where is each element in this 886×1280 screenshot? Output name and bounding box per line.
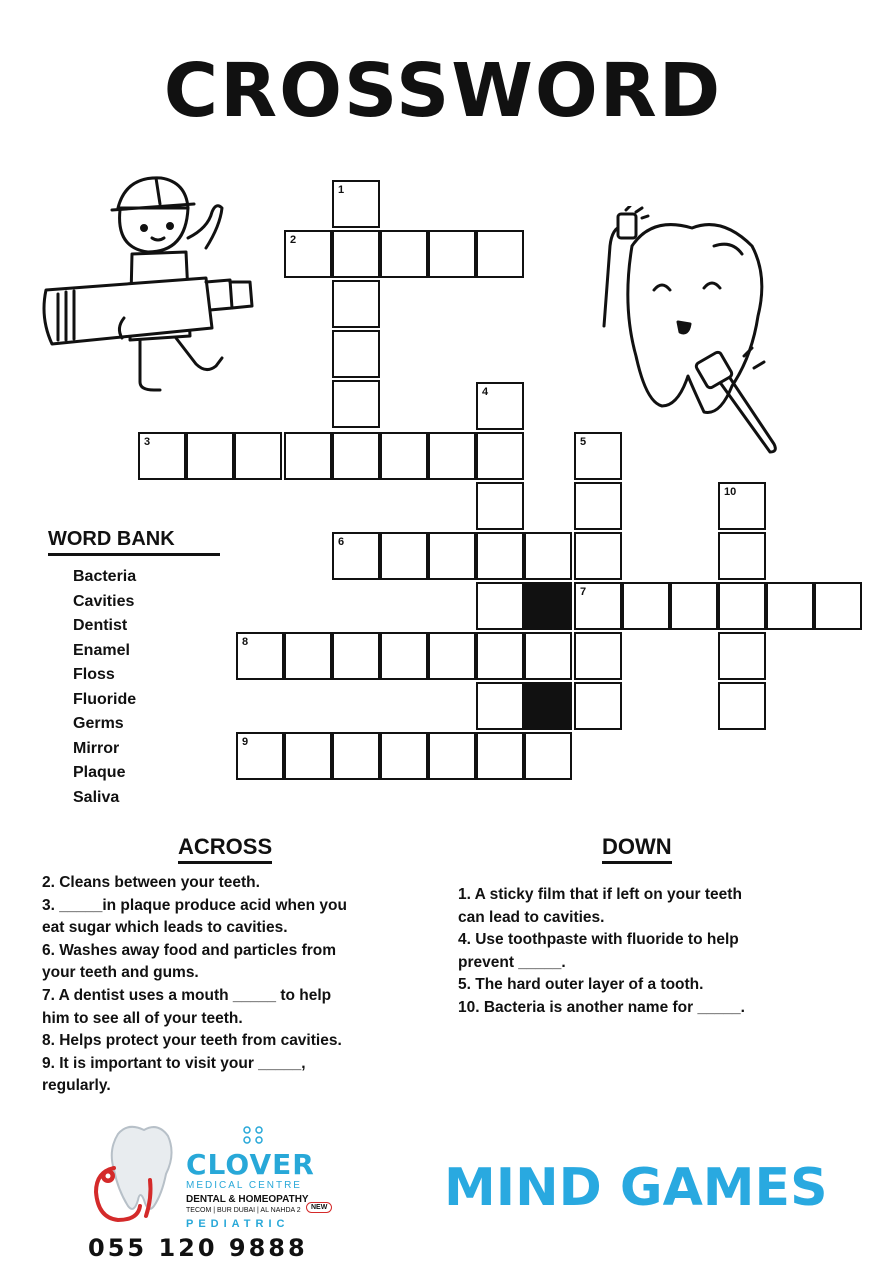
clue-line: 5. The hard outer layer of a tooth. (458, 976, 704, 994)
down-heading: DOWN (602, 834, 672, 864)
clue-number-5: 5 (580, 436, 587, 448)
clue-number-10: 10 (724, 486, 737, 498)
grid-cell[interactable] (428, 432, 476, 480)
clue-line: eat sugar which leads to cavities. (42, 919, 288, 937)
word-bank-list (73, 565, 136, 810)
clue-line: prevent _____. (458, 953, 566, 971)
grid-cell[interactable] (670, 582, 718, 630)
grid-cell[interactable] (622, 582, 670, 630)
blocked-cell (524, 682, 572, 730)
grid-cell[interactable] (332, 280, 380, 328)
grid-cell[interactable] (138, 432, 186, 480)
grid-cell[interactable] (476, 230, 524, 278)
new-badge: NEW (306, 1202, 332, 1213)
grid-cell[interactable] (236, 632, 284, 680)
grid-cell[interactable] (428, 732, 476, 780)
clover-leaf-icon (240, 1124, 266, 1146)
grid-cell[interactable] (718, 532, 766, 580)
grid-cell[interactable] (574, 682, 622, 730)
clue-line: 2. Cleans between your teeth. (42, 874, 260, 891)
grid-cell[interactable] (428, 532, 476, 580)
mind-games-title: MIND GAMES (444, 1158, 828, 1218)
clue-line: 3. _____in plaque produce acid when you (42, 896, 347, 914)
clue-number-8: 8 (242, 636, 249, 648)
clue-line: 10. Bacteria is another name for _____. (458, 998, 745, 1016)
grid-cell[interactable] (332, 532, 380, 580)
clue-number-1: 1 (338, 184, 345, 196)
grid-cell[interactable] (284, 732, 332, 780)
grid-cell[interactable] (284, 432, 332, 480)
grid-cell[interactable] (186, 432, 234, 480)
grid-cell[interactable] (380, 632, 428, 680)
grid-cell[interactable] (332, 330, 380, 378)
word-bank-item: Bacteria (73, 568, 137, 585)
grid-cell[interactable] (476, 582, 524, 630)
grid-cell[interactable] (718, 482, 766, 530)
clue-line: can lead to cavities. (458, 908, 605, 926)
word-bank-item: Enamel (73, 641, 130, 659)
grid-cell[interactable] (332, 432, 380, 480)
grid-cell[interactable] (814, 582, 862, 630)
grid-cell[interactable] (284, 230, 332, 278)
clue-line: 7. A dentist uses a mouth _____ to help (42, 986, 332, 1004)
grid-cell[interactable] (476, 432, 524, 480)
tooth-stethoscope-logo (88, 1120, 188, 1240)
clue-line: him to see all of your teeth. (42, 1009, 243, 1027)
grid-cell[interactable] (574, 432, 622, 480)
grid-cell[interactable] (332, 230, 380, 278)
grid-cell[interactable] (574, 582, 622, 630)
blocked-cell (524, 582, 572, 630)
grid-cell[interactable] (476, 632, 524, 680)
grid-cell[interactable] (476, 682, 524, 730)
phone-number: 055 120 9888 (88, 1234, 308, 1262)
word-bank-item: Mirror (73, 739, 120, 757)
page-title: CROSSWORD (163, 48, 723, 134)
grid-cell[interactable] (332, 380, 380, 428)
word-bank-title: WORD BANK (48, 528, 220, 556)
grid-cell[interactable] (428, 632, 476, 680)
grid-cell[interactable] (428, 230, 476, 278)
grid-cell[interactable] (718, 632, 766, 680)
clue-number-9: 9 (242, 736, 249, 748)
grid-cell[interactable] (234, 432, 282, 480)
grid-cell[interactable] (236, 732, 284, 780)
grid-cell[interactable] (380, 532, 428, 580)
grid-cell[interactable] (476, 732, 524, 780)
grid-cell[interactable] (718, 682, 766, 730)
grid-cell[interactable] (380, 230, 428, 278)
grid-cell[interactable] (332, 732, 380, 780)
clue-line: regularly. (42, 1077, 111, 1095)
clue-line: 4. Use toothpaste with fluoride to help (458, 931, 739, 949)
grid-cell[interactable] (380, 732, 428, 780)
grid-cell[interactable] (766, 582, 814, 630)
clue-number-7: 7 (580, 586, 587, 598)
grid-cell[interactable] (380, 432, 428, 480)
clue-line: 6. Washes away food and particles from (42, 941, 337, 959)
clue-line: 9. It is important to visit your _____, (42, 1054, 306, 1072)
clue-number-4: 4 (482, 386, 489, 398)
brand-locations: TECOM | BUR DUBAI | AL NAHDA 2 (186, 1207, 301, 1214)
grid-cell[interactable] (524, 632, 572, 680)
grid-cell[interactable] (476, 382, 524, 430)
word-bank-item: Cavities (73, 592, 135, 610)
grid-cell[interactable] (574, 482, 622, 530)
brand-subtitle: MEDICAL CENTRE (186, 1180, 302, 1191)
clue-number-2: 2 (290, 234, 297, 246)
word-bank-item: Dentist (73, 617, 128, 634)
grid-cell[interactable] (524, 532, 572, 580)
clue-number-6: 6 (338, 536, 345, 548)
word-bank-item: Saliva (73, 788, 120, 806)
word-bank-item: Plaque (73, 764, 126, 781)
grid-cell[interactable] (574, 532, 622, 580)
grid-cell[interactable] (574, 632, 622, 680)
grid-cell[interactable] (476, 532, 524, 580)
grid-cell[interactable] (524, 732, 572, 780)
brand-services: DENTAL & HOMEOPATHY (186, 1194, 309, 1205)
brand-name: CLOVER (186, 1148, 315, 1181)
word-bank-item: Germs (73, 715, 124, 732)
clue-line: 1. A sticky film that if left on your teeth (458, 886, 742, 903)
grid-cell[interactable] (476, 482, 524, 530)
clue-line: your teeth and gums. (42, 964, 199, 982)
word-bank-item: Floss (73, 666, 115, 683)
down-clues (458, 884, 745, 1020)
word-bank-item: Fluoride (73, 690, 137, 708)
brand-pediatric: PEDIATRIC (186, 1218, 290, 1230)
grid-cell[interactable] (718, 582, 766, 630)
grid-cell[interactable] (284, 632, 332, 680)
across-heading: ACROSS (178, 834, 272, 864)
clue-number-3: 3 (144, 436, 151, 448)
clue-line: 8. Helps protect your teeth from cavities. (42, 1032, 342, 1050)
grid-cell[interactable] (332, 180, 380, 228)
across-clues (42, 872, 347, 1098)
grid-cell[interactable] (332, 632, 380, 680)
